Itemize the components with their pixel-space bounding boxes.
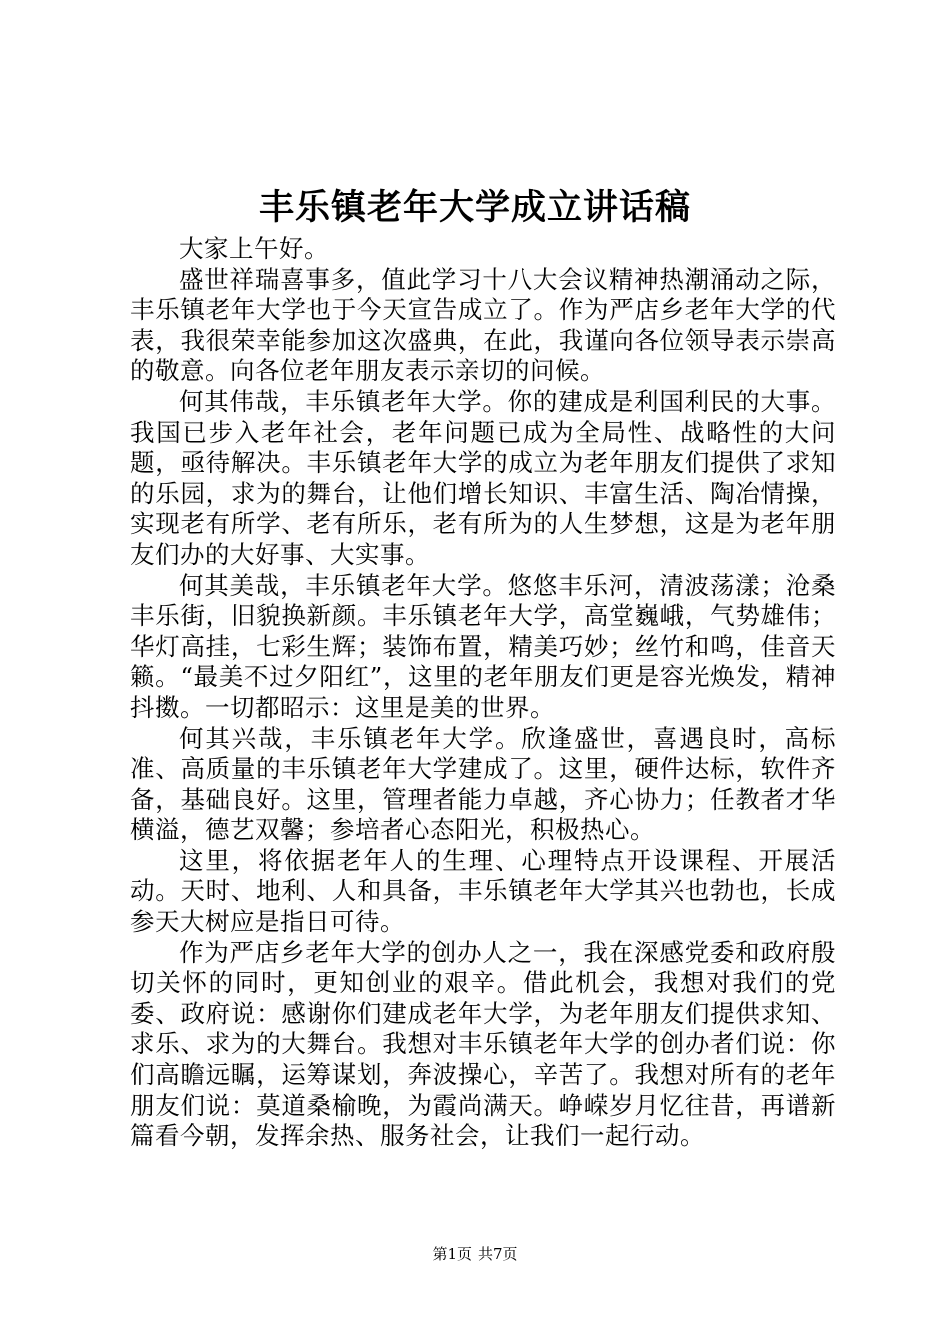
page-number-current: 第1页 [432, 1245, 472, 1263]
paragraph-prosperous: 何其兴哉，丰乐镇老年大学。欣逢盛世，喜遇良时，高标准、高质量的丰乐镇老年大学建成了。这里，硬件达标，软件齐备，基础良好。这里，管理者能力卓越，齐心协力；任教者才华横溢，德艺双馨；参培者心态阳光，积极热心。 [130, 723, 836, 845]
document-body [130, 234, 836, 1152]
paragraph-greeting: 大家上午好。 [179, 234, 329, 263]
paragraph-great: 何其伟哉，丰乐镇老年大学。你的建成是利国利民的大事。我国已步入老年社会，老年问题已成为全局性、战略性的大问题，亟待解决。丰乐镇老年大学的成立为老年朋友们提供了求知的乐园，求为的舞台，让他们增长知识、丰富生活、陶冶情操，实现老有所学、老有所乐，老有所为的人生梦想，这是为老年朋友们办的大好事、大实事。 [130, 386, 836, 569]
paragraph-beautiful: 何其美哉，丰乐镇老年大学。悠悠丰乐河，清波荡漾；沧桑丰乐街，旧貌换新颜。丰乐镇老年大学，高堂巍峨，气势雄伟；华灯高挂，七彩生辉；装饰布置，精美巧妙；丝竹和鸣，佳音天籁。“最美不过夕阳红”，这里的老年朋友们更是容光焕发，精神抖擞。一切都昭示：这里是美的世界。 [130, 570, 836, 722]
page-footer [0, 1244, 950, 1264]
paragraph-opening: 盛世祥瑞喜事多，值此学习十八大会议精神热潮涌动之际，丰乐镇老年大学也于今天宣告成立了。作为严店乡老年大学的代表，我很荣幸能参加这次盛典，在此，我谨向各位领导表示崇高的敬意。向各位老年朋友表示亲切的问候。 [130, 264, 836, 386]
paragraph-closing: 作为严店乡老年大学的创办人之一，我在深感党委和政府殷切关怀的同时，更知创业的艰辛。借此机会，我想对我们的党委、政府说：感谢你们建成老年大学，为老年朋友们提供求知、求乐、求为的大舞台。我想对丰乐镇老年大学的创办者们说：你们高瞻远瞩，运筹谋划，奔波操心，辛苦了。我想对所有的老年朋友们说：莫道桑榆晚，为霞尚满天。峥嵘岁月忆往昔，再谱新篇看今朝，发挥余热、服务社会，让我们一起行动。 [130, 937, 836, 1151]
page-number-total: 共7页 [478, 1245, 518, 1263]
document-title: 丰乐镇老年大学成立讲话稿 [258, 187, 691, 228]
paragraph-curriculum: 这里，将依据老年人的生理、心理特点开设课程、开展活动。天时、地利、人和具备，丰乐镇老年大学其兴也勃也，长成参天大树应是指日可待。 [130, 845, 836, 937]
